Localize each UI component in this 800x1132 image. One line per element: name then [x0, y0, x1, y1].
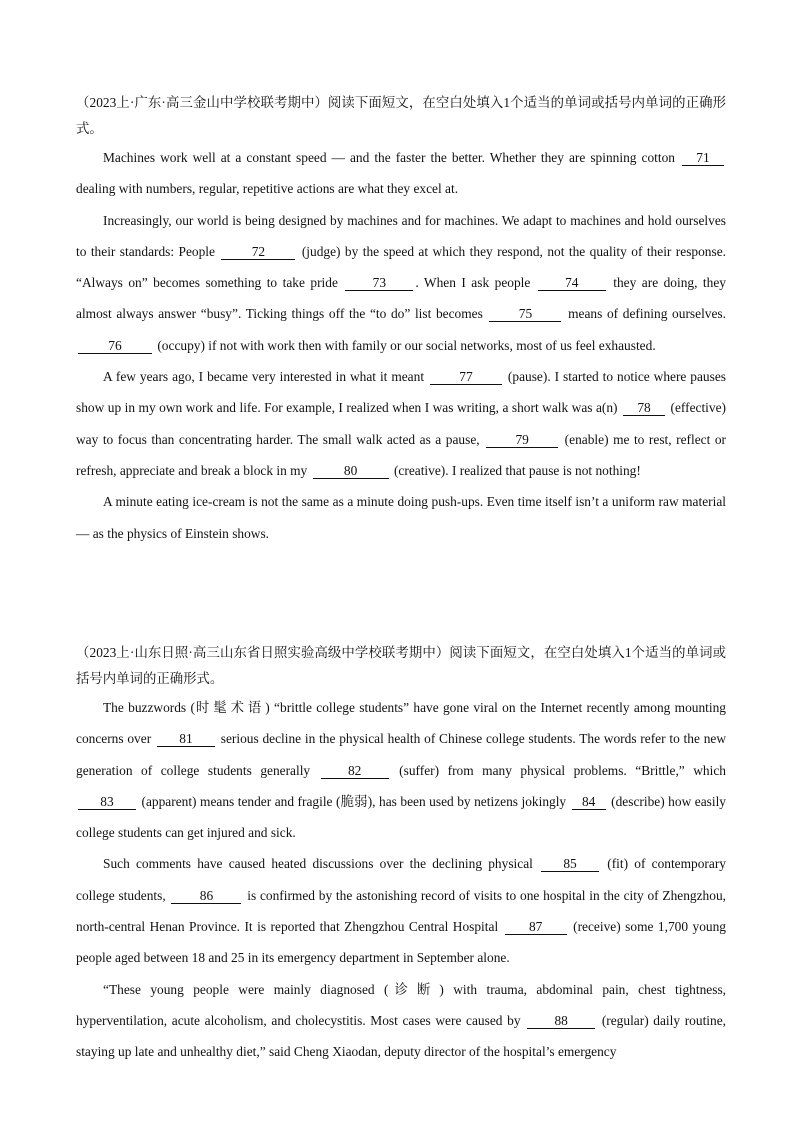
answer-blank-87[interactable]: 87 [505, 919, 567, 935]
answer-blank-86[interactable]: 86 [171, 888, 241, 904]
answer-blank-72[interactable]: 72 [221, 244, 295, 260]
text-run: (apparent) means tender and fragile (脆弱), has been used by netizens jokingly [138, 793, 570, 809]
text-run: means of defining ourselves. [563, 306, 726, 322]
answer-blank-75[interactable]: 75 [489, 306, 561, 322]
text-run: they are doing, they almost always answer “busy”. Ticking things off the “to do” list becomes [76, 275, 726, 322]
paragraph [76, 486, 726, 549]
text-run: (enable) me to rest, reflect or refresh, appreciate and break a block in my [76, 431, 726, 478]
text-run: (fit) of contemporary college students, [76, 856, 726, 903]
answer-blank-80[interactable]: 80 [313, 463, 389, 479]
answer-blank-74[interactable]: 74 [538, 275, 606, 291]
text-run: The buzzwords ( [103, 700, 195, 715]
answer-blank-82[interactable]: 82 [321, 763, 389, 779]
text-run: serious decline in the physical health of Chinese college students. The words refer to the new generation of college students generally [76, 731, 726, 778]
text-run: (effective) way to focus than concentrating harder. The small walk acted as a pause, [76, 400, 727, 447]
answer-blank-78[interactable]: 78 [623, 400, 665, 416]
text-run: (creative). I realized that pause is not nothing! [390, 462, 641, 478]
text-run: A minute eating ice-cream is not the same as a minute doing push-ups. Even time itself isn’t a uniform raw material — as the physics of Einstein shows. [76, 494, 726, 541]
answer-blank-84[interactable]: 84 [572, 794, 606, 810]
text-run: (regular) daily routine, staying up late and unhealthy diet,” said Cheng Xiaodan, deputy director of the hospital’s emergency [76, 1012, 726, 1060]
answer-blank-79[interactable]: 79 [486, 432, 558, 448]
text-run: “These young people were mainly diagnosed ( [103, 981, 389, 997]
section-header: （2023上·广东·高三金山中学校联考期中）阅读下面短文，在空白处填入1个适当的单词或括号内单词的正确形式。 [76, 95, 726, 136]
text-run: is confirmed by the astonishing record of visits to one hospital in the city of Zhengzhou, north-central Henan Province. It is reported that Zhengzhou Central Hospital [76, 887, 726, 935]
text-run: ) “brittle college students” have gone viral on the Internet recently among mounting concerns over [76, 700, 726, 747]
text-run: (occupy) if not with work then with family or our social networks, most of us feel exhausted. [154, 337, 656, 353]
text-run: (suffer) from many physical problems. “Brittle,” which [390, 762, 726, 778]
answer-blank-76[interactable]: 76 [78, 338, 152, 354]
chinese-gloss: 时髦术语 [194, 700, 266, 715]
answer-blank-88[interactable]: 88 [527, 1013, 595, 1029]
text-run: . When I ask people [415, 275, 536, 291]
text-run: (describe) how easily college students can get injured and sick. [76, 793, 726, 841]
text-run: (receive) some 1,700 young people aged between 18 and 25 in its emergency department in September alone. [76, 919, 726, 966]
text-run: (judge) by the speed at which they respond, not the quality of their response. “Always on” becomes something to take pride [76, 243, 727, 291]
answer-blank-85[interactable]: 85 [541, 856, 599, 872]
text-run: Increasingly, our world is being designed by machines and for machines. We adapt to machines and hold ourselves to their standards: People [76, 212, 726, 259]
paragraph [76, 974, 726, 1068]
paragraph [76, 361, 726, 486]
answer-blank-83[interactable]: 83 [78, 794, 136, 810]
text-run: dealing with numbers, regular, repetitive actions are what they excel at. [76, 181, 459, 197]
paragraph [76, 692, 726, 848]
answer-blank-71[interactable]: 71 [682, 150, 724, 166]
paragraph [76, 142, 726, 205]
text-run: A few years ago, I became very interested in what it meant [103, 369, 428, 385]
answer-blank-81[interactable]: 81 [157, 731, 215, 747]
chinese-gloss: 诊断 [388, 981, 440, 997]
answer-blank-73[interactable]: 73 [345, 275, 413, 291]
section-header: （2023上·山东日照·高三山东省日照实验高级中学校联考期中）阅读下面短文，在空白处填入1个适当的单词或括号内单词的正确形式。 [76, 645, 726, 686]
answer-blank-77[interactable]: 77 [430, 369, 502, 385]
text-run: Machines work well at a constant speed — and the faster the better. Whether they are spinning cotton [103, 150, 680, 165]
passage-section-2 [76, 640, 726, 1068]
text-run: ) with trauma, abdominal pain, chest tightness, hyperventilation, acute alcoholism, and cholecystitis. Most cases were caused by [76, 981, 727, 1028]
paragraph [76, 848, 726, 973]
text-run: (pause). I started to notice where pauses show up in my own work and life. For example, I realized when I was writing, a short walk was a(n) [76, 369, 726, 416]
text-run: Such comments have caused heated discussions over the declining physical [103, 856, 540, 872]
passage-section-1 [76, 90, 726, 549]
paragraph [76, 205, 726, 361]
